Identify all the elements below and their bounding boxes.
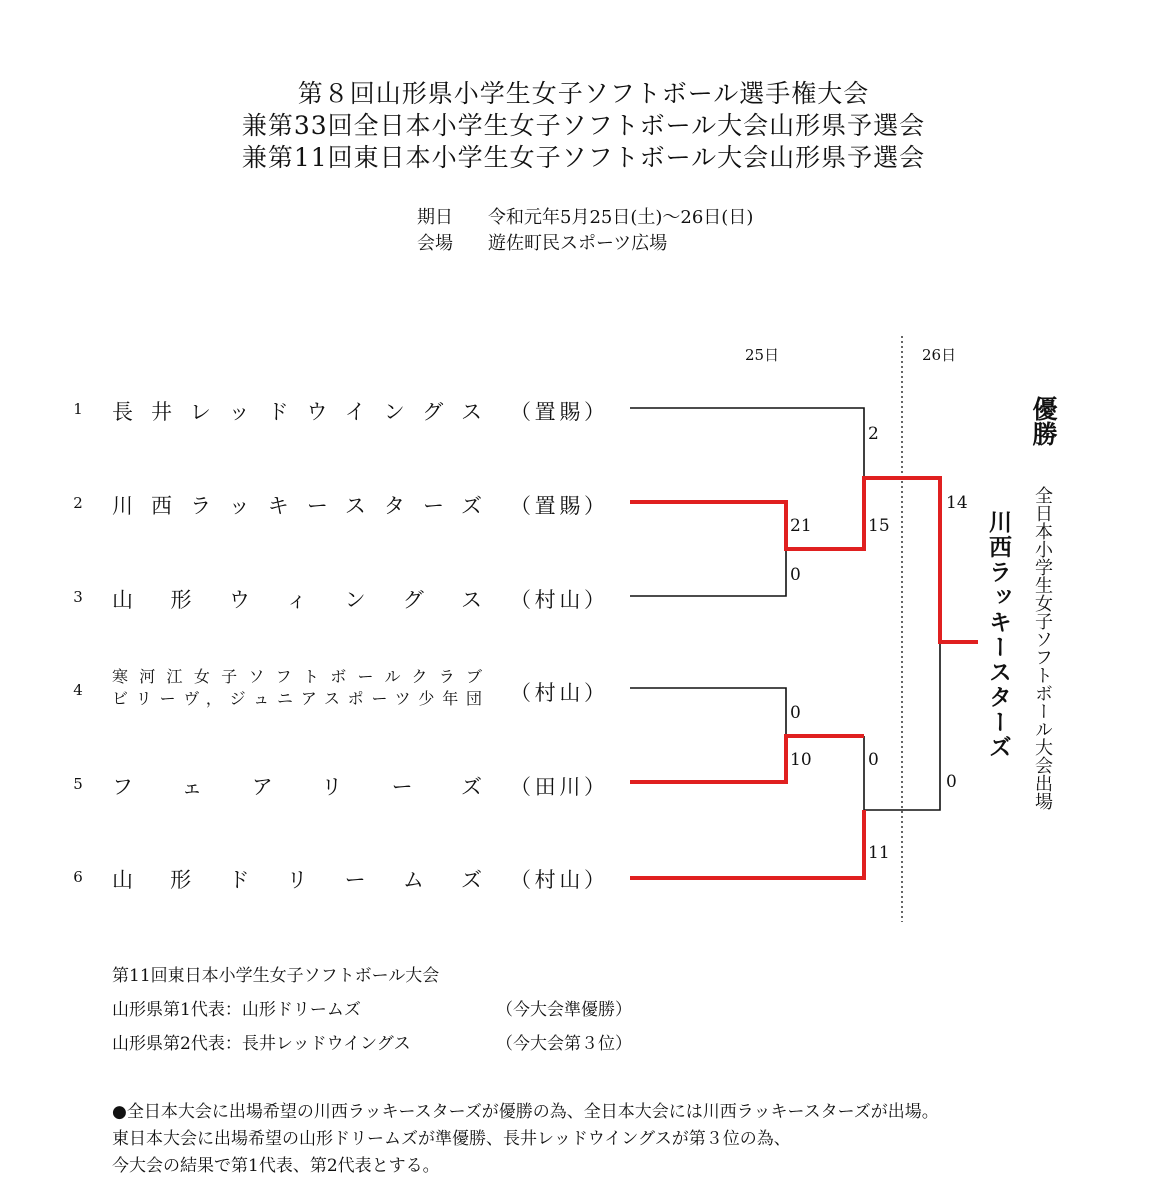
footnote-line-2: 東日本大会に出場希望の山形ドリームズが準優勝、長井レッドウイングスが第３位の為、 [112,1129,791,1149]
score-sf-bot-team6: 11 [868,843,890,863]
date-value: 令和元年5月25日(土)～26日(日) [488,207,754,228]
champion-note: 全日本小学生女子ソフトボール大会出場 [1032,486,1053,810]
title-line-3: 兼第11回東日本小学生女子ソフトボール大会山形県予選会 [241,143,926,172]
winner-path-team-5 [630,736,864,782]
line-team-3 [630,549,786,596]
score-r1-top-team3: 0 [790,565,801,585]
rep1-note: （今大会準優勝） [496,1000,632,1020]
footnote-line-3: 今大会の結果で第1代表、第2代表とする。 [112,1156,440,1176]
score-final-bottom: 0 [946,772,957,792]
team-region: （置賜） [510,494,605,518]
seed-number: 4 [73,681,83,699]
score-r1-top-team2: 21 [790,516,812,536]
line-team-1 [630,408,864,478]
footnote-line-1: ●全日本大会に出場希望の川西ラッキースターズが優勝の為、全日本大会には川西ラッキースターズが出場。 [112,1102,939,1122]
team-name-line-2: ビリーヴ，ジュニアスポーツ少年団 [112,689,482,708]
seed-number: 5 [73,775,83,793]
team-name: 山形ドリームズ [112,868,482,892]
seed-number: 1 [73,400,83,418]
title-line-1: 第８回山形県小学生女子ソフトボール選手権大会 [297,79,870,108]
winner-path-team-6 [630,810,864,878]
rep1-text: 山形県第1代表：山形ドリームズ [112,1000,361,1020]
team-region: （村山） [510,681,605,705]
seed-number: 3 [73,588,83,606]
champion-name: 川西ラッキースターズ [985,510,1012,760]
seed-number: 6 [73,868,83,886]
winner-path-team-2 [630,478,978,642]
score-final-top: 14 [946,493,968,513]
team-name: 川西ラッキースターズ [112,494,482,518]
date-label: 期日 [417,207,453,228]
team-name-line-1: 寒河江女子ソフトボールクラブ [112,667,482,686]
team-region: （田川） [510,775,605,799]
team-region: （村山） [510,588,605,612]
team-region: （置賜） [510,400,605,424]
champion-label: 優勝 [1029,396,1058,446]
team-region: （村山） [510,868,605,892]
title-line-2: 兼第33回全日本小学生女子ソフトボール大会山形県予選会 [241,111,926,140]
line-team-4 [630,688,786,736]
score-r1-bot-team5: 10 [790,750,812,770]
score-sf-top-team1: 2 [868,424,879,444]
seed-number: 2 [73,494,83,512]
team-name: フェアリーズ [112,775,482,799]
day2-label: 26日 [922,346,957,364]
rep2-note: （今大会第３位） [496,1034,632,1054]
score-sf-bot-winner: 0 [868,750,879,770]
east-tournament-title: 第11回東日本小学生女子ソフトボール大会 [112,966,440,986]
score-sf-top-winner: 15 [868,516,890,536]
venue-value: 遊佐町民スポーツ広場 [488,233,668,254]
team-name: 長井レッドウイングス [112,400,482,424]
rep2-text: 山形県第2代表：長井レッドウイングス [112,1034,411,1054]
team-name: 山形ウィングス [112,588,482,612]
score-r1-bot-team4: 0 [790,703,801,723]
day1-label: 25日 [745,346,780,364]
venue-label: 会場 [417,233,453,254]
